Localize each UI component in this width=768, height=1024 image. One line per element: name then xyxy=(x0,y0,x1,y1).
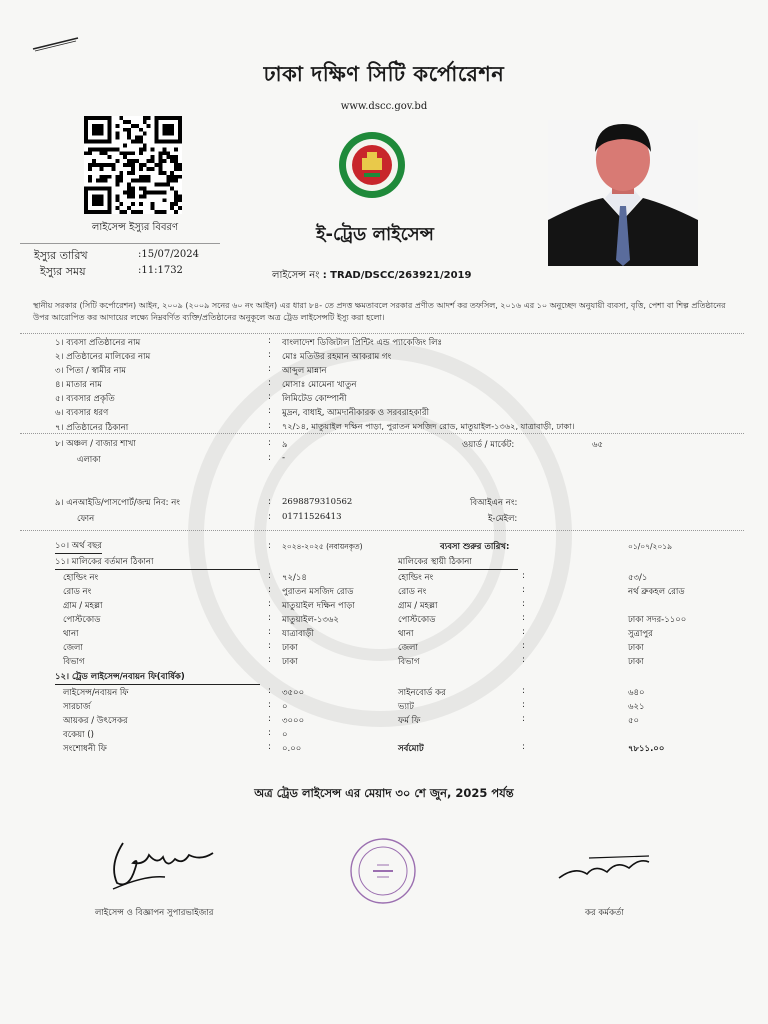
colon: : xyxy=(268,742,271,752)
divider xyxy=(20,333,744,334)
address-row-label: বিভাগ xyxy=(63,657,85,667)
colon: : xyxy=(522,714,525,724)
phone-label: ফোন xyxy=(77,514,95,524)
supervisor-signature-icon xyxy=(105,835,220,895)
address-row-label: হোল্ডিং নং xyxy=(63,573,99,583)
permanent-address-label: মালিকের স্থায়ী ঠিকানা xyxy=(398,555,518,570)
colon: : xyxy=(268,350,271,360)
fee-row-value: ৩৫০০ xyxy=(282,688,305,698)
colon: : xyxy=(268,497,271,507)
license-number xyxy=(272,268,471,285)
fee-row-label: বকেয়া () xyxy=(63,730,94,740)
owner-name-value: মোঃ মতিউর রহমান আকরাম গং xyxy=(282,352,392,362)
colon: : xyxy=(268,541,271,551)
document-title: ই-ট্রেড লাইসেন্স xyxy=(316,224,434,245)
intro-paragraph: স্থানীয় সরকার (সিটি কর্পোরেশন) আইন, ২০০৯ (২০০৯ সনের ৬০ নং আইন) এর ধারা ৮৪- তে প্রদত্ত ক্ষমতাবলে সরকার প্রণীত আদর্শ কর তফসিল, ২০১৬ এর ১০ অনুচ্ছেদ অনুযায়ী ব্যবসা, বৃত্তি, পেশা বা শিল্প প্রতিষ্ঠানের উপর আরোপিত কর আদায়ের লক্ষ্যে নিম্নবর্ণিত ব্যক্তি/প্রতিষ্ঠানের অনুকূলে অত্র ট্রেড লাইসেন্সটি ইস্যু করা হলো। xyxy=(33,301,726,322)
colon: : xyxy=(268,700,271,710)
colon: : xyxy=(522,627,525,637)
issue-details-caption: লাইসেন্স ইস্যুর বিবরণ xyxy=(91,222,179,233)
father-name-value: আব্দুল মান্নান xyxy=(282,366,327,376)
area-label: এলাকা xyxy=(77,455,101,465)
colon: : xyxy=(268,714,271,724)
fee-row-label: আয়কর / উৎসেকর xyxy=(63,716,128,726)
fee-row-value-2: ৬২১ xyxy=(628,702,645,712)
issue-time-label: ইস্যুর সময় xyxy=(40,265,86,278)
colon: : xyxy=(268,627,271,637)
email-label: ই-মেইল: xyxy=(488,514,518,524)
issue-date-value: :15/07/2024 xyxy=(138,249,200,260)
colon: : xyxy=(268,613,271,623)
fiscal-year-value: ২০২৪-২০২৫ (নবায়নকৃত) xyxy=(282,542,363,551)
fee-row-value: ০ xyxy=(282,730,288,740)
colon: : xyxy=(268,378,271,388)
license-number-label: লাইসেন্স নং xyxy=(272,270,320,281)
grand-total-label: সর্বমোট xyxy=(398,744,424,754)
divider xyxy=(20,530,744,531)
fiscal-year-label: ১০। অর্থ বছর xyxy=(55,539,102,554)
father-name-label: ৩। পিতা / স্বামীর নাম xyxy=(55,366,127,376)
zone-value: ৯ xyxy=(282,440,288,450)
address-row-label: থানা xyxy=(63,629,79,639)
business-start-value: ০১/০৭/২০১৯ xyxy=(628,542,673,551)
address-row-value-2: নর্থ ব্রুকহল রোড xyxy=(628,587,685,597)
fee-row-value: ০.০০ xyxy=(282,744,302,754)
fee-row-label-2: ফর্ম ফি xyxy=(398,716,421,726)
fee-row-label-2: ভ্যাট xyxy=(398,702,414,712)
address-row-label: রোড নং xyxy=(63,587,92,597)
colon: : xyxy=(268,406,271,416)
address-row-label-2: বিভাগ xyxy=(398,657,420,667)
fees-table xyxy=(0,686,768,758)
address-row-label: গ্রাম / মহল্লা xyxy=(63,601,103,611)
fee-row-value-2: ৫০ xyxy=(628,716,640,726)
divider xyxy=(20,243,220,244)
business-nature-label: ৫। ব্যবসার প্রকৃতি xyxy=(55,394,115,404)
address-row-value-2: ঢাকা xyxy=(628,643,644,653)
fee-row-label: লাইসেন্স/নবায়ন ফি xyxy=(63,688,129,698)
fee-row-value: ৩০০০ xyxy=(282,716,305,726)
business-name-value: বাংলাদেশ ডিজিটাল প্রিন্টিং এন্ড প্যাকেজিং লিঃ xyxy=(282,338,443,348)
validity-statement: অত্র ট্রেড লাইসেন্স এর মেয়াদ ৩০ শে জুন, 2025 পর্যন্ত xyxy=(254,786,514,800)
address-row-label-2: থানা xyxy=(398,629,414,639)
fee-row-label-2: সাইনবোর্ড কর xyxy=(398,688,446,698)
nid-value: 2698879310562 xyxy=(282,497,353,507)
ward-label: ওয়ার্ড / মার্কেট: xyxy=(462,440,515,450)
colon: : xyxy=(522,641,525,651)
zone-label: ৮। অঞ্চল / বাজার শাখা xyxy=(55,439,136,449)
applicant-photo xyxy=(548,120,698,266)
grand-total-value: ৭৮১১.০০ xyxy=(628,744,665,754)
address-row-value: মাতুয়াইল-১৩৬২ xyxy=(282,615,339,625)
colon: : xyxy=(522,599,525,609)
official-stamp-icon xyxy=(348,836,418,906)
pen-mark-icon xyxy=(30,34,82,54)
address-row-value-2: ৫৩/১ xyxy=(628,573,648,583)
dscc-seal-icon xyxy=(337,130,407,200)
mother-name-label: ৪। মাতার নাম xyxy=(55,380,102,390)
colon: : xyxy=(268,336,271,346)
qr-code-icon xyxy=(84,116,182,214)
colon: : xyxy=(268,392,271,402)
address-row-value: পুরাতন মসজিদ রোড xyxy=(282,587,354,597)
business-name-label: ১। ব্যবসা প্রতিষ্ঠানের নাম xyxy=(55,338,141,348)
colon: : xyxy=(268,585,271,595)
business-address-label: ৭। প্রতিষ্ঠানের ঠিকানা xyxy=(55,423,129,433)
business-start-label: ব্যবসা শুরুর তারিখ: xyxy=(440,542,510,552)
address-row-label-2: গ্রাম / মহল্লা xyxy=(398,601,438,611)
current-address-label: ১১। মালিকের বর্তমান ঠিকানা xyxy=(55,555,260,570)
tax-officer-caption: কর কর্মকর্তা xyxy=(585,908,624,918)
issue-time-value: :11:1732 xyxy=(138,265,183,276)
business-nature-value: লিমিটেড কোম্পানী xyxy=(282,394,347,404)
supervisor-signature-caption: লাইসেন্স ও বিজ্ঞাপন সুপারভাইজার xyxy=(95,908,214,918)
colon: : xyxy=(522,686,525,696)
owner-name-label: ২। প্রতিষ্ঠানের মালিকের নাম xyxy=(55,352,151,362)
colon: : xyxy=(268,512,271,522)
corporation-title: ঢাকা দক্ষিণ সিটি কর্পোরেশন xyxy=(263,62,505,86)
fee-row-value-2: ৬৪০ xyxy=(628,688,645,698)
website-link[interactable]: www.dscc.gov.bd xyxy=(340,101,428,112)
colon: : xyxy=(268,728,271,738)
colon: : xyxy=(522,742,525,752)
nid-label: ৯। এনআইডি/পাসপোর্ট/জন্ম নিব: নং xyxy=(55,498,180,508)
address-row-label-2: জেলা xyxy=(398,643,418,653)
address-row-value-2: ঢাকা সদর-১১০০ xyxy=(628,615,687,625)
colon: : xyxy=(268,655,271,665)
address-table xyxy=(0,571,768,671)
colon: : xyxy=(522,571,525,581)
colon: : xyxy=(522,585,525,595)
address-row-label-2: পোস্টকোড xyxy=(398,615,436,625)
colon: : xyxy=(268,571,271,581)
colon: : xyxy=(522,655,525,665)
colon: : xyxy=(522,700,525,710)
fee-row-label: সংশোধনী ফি xyxy=(63,744,107,754)
fee-row-label: সারচার্জ xyxy=(63,702,91,712)
colon: : xyxy=(268,421,271,431)
colon: : xyxy=(268,641,271,651)
address-row-label-2: রোড নং xyxy=(398,587,427,597)
phone-value: 01711526413 xyxy=(282,512,342,522)
colon: : xyxy=(268,438,271,448)
colon: : xyxy=(268,453,271,463)
tax-officer-signature-icon xyxy=(555,852,655,887)
issue-date-label: ইস্যুর তারিখ xyxy=(34,249,88,262)
address-row-value: মাতুয়াইল দক্ষিন পাড়া xyxy=(282,601,355,611)
colon: : xyxy=(268,364,271,374)
mother-name-value: মোসাঃ মোমেনা খাতুন xyxy=(282,380,357,390)
colon: : xyxy=(522,613,525,623)
fees-section-label: ১২। ট্রেড লাইসেন্স/নবায়ন ফি(বার্ষিক) xyxy=(55,670,260,685)
address-row-value: ঢাকা xyxy=(282,657,298,667)
area-value: - xyxy=(282,453,286,463)
divider xyxy=(20,433,744,434)
business-address-value: ৭২/১৪, মাতুয়াইল দক্ষিন পাড়া, পুরাতন মসজিদ রোড, মাতুয়াইল-১৩৬২, যাত্রাবাড়ী, ঢাকা। xyxy=(282,421,575,431)
colon: : xyxy=(268,686,271,696)
fee-row-value: ০ xyxy=(282,702,288,712)
address-row-label: পোস্টকোড xyxy=(63,615,101,625)
address-row-value: ঢাকা xyxy=(282,643,298,653)
business-type-label: ৬। ব্যবসার ধরণ xyxy=(55,408,109,418)
address-row-label: জেলা xyxy=(63,643,83,653)
address-row-label-2: হোল্ডিং নং xyxy=(398,573,434,583)
ward-value: ৬৫ xyxy=(592,440,604,450)
address-row-value: যাত্রাবাড়ী xyxy=(282,629,314,639)
business-type-value: মুদ্রন, বাধাই, আমদানীকারক ও সরবরাহকারী xyxy=(282,408,430,418)
address-row-value-2: ঢাকা xyxy=(628,657,644,667)
address-row-value-2: সুত্রাপুর xyxy=(628,629,653,639)
license-number-value: : TRAD/DSCC/263921/2019 xyxy=(322,270,472,281)
colon: : xyxy=(268,599,271,609)
bin-label: বিআইএন নং: xyxy=(470,498,518,508)
address-row-value: ৭২/১৪ xyxy=(282,573,307,583)
